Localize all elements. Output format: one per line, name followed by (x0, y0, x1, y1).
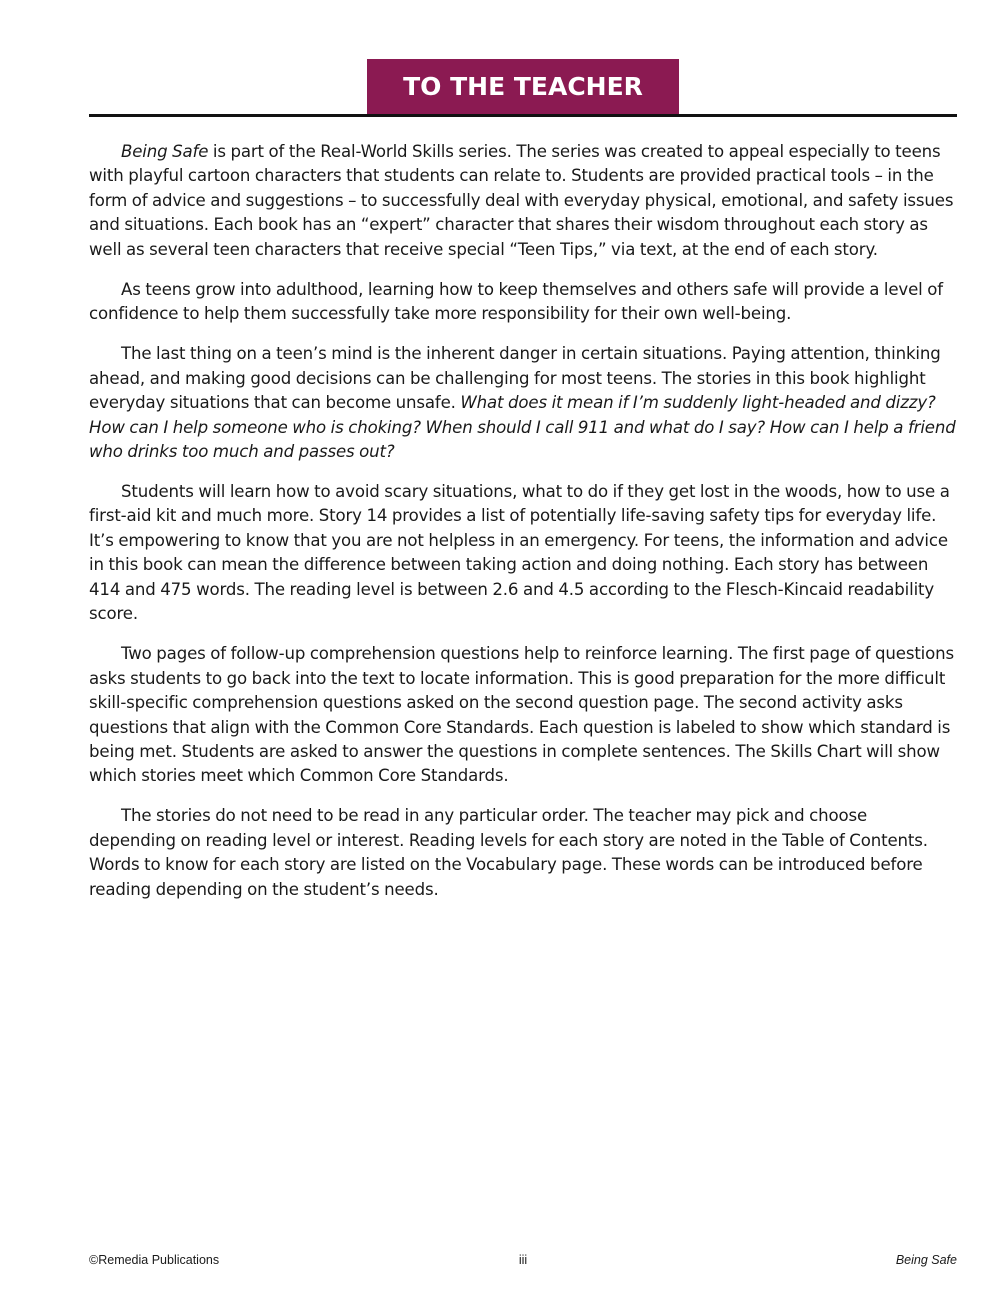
book-title-inline: Being Safe (121, 142, 209, 161)
footer-publisher: ©Remedia Publications (89, 1253, 220, 1267)
header-divider (89, 114, 957, 117)
body-text (89, 140, 957, 918)
footer-page-number: iii (518, 1253, 528, 1267)
paragraph-students-learn: Students will learn how to avoid scary situations, what to do if they get lost in the woods, how to use a first-aid kit and much more. Story 14 provides a list of potentially life-saving safety tips for everyday life. It’s empowering to know that you are not helpless in an emergency. For teens, the information and advice in this book can mean the difference between taking action and doing nothing. Each story has between 414 and 475 words. The reading level is between 2.6 and 4.5 according to the Flesch-Kincaid readability score. (89, 481, 950, 624)
page-title: TO THE TEACHER (403, 72, 643, 101)
example-questions: What does it mean if I’m suddenly light-headed and dizzy? How can I help someone who is choking? When should I call 911 and what do I say? How can I help a friend who drinks too much and passes out? (89, 393, 956, 461)
paragraph-danger: The last thing on a teen’s mind is the inherent danger in certain situations. Paying attention, thinking ahead, and making good decisions can be challenging for most teens. The stories in this book highlight everyday situations that can become unsafe. What does it mean if I’m suddenly light-headed and dizzy? How can I help someone who is choking? When should I call 911 and what do I say? How can I help a friend who drinks too much and passes out? (89, 344, 956, 461)
page-title-banner (367, 59, 679, 114)
paragraph-order: The stories do not need to be read in any particular order. The teacher may pick and choose depending on reading level or interest. Reading levels for each story are noted in the Table of Contents. Words to know for each story are listed on the Vocabulary page. These words can be introduced before reading depending on the student’s needs. (89, 806, 928, 899)
footer-book-title: Being Safe (895, 1253, 957, 1267)
page-footer (89, 1253, 957, 1271)
paragraph-comprehension: Two pages of follow-up comprehension questions help to reinforce learning. The first page of questions asks students to go back into the text to locate information. This is good preparation for the more difficult skill-specific comprehension questions asked on the second question page. The second activity asks questions that align with the Common Core Standards. Each question is labeled to show which standard is being met. Students are asked to answer the questions in complete sentences. The Skills Chart will show which stories meet which Common Core Standards. (89, 644, 954, 786)
paragraph-adulthood: As teens grow into adulthood, learning how to keep themselves and others safe will provide a level of confidence to help them successfully take more responsibility for their own well-being. (89, 279, 943, 324)
paragraph-intro: Being Safe is part of the Real-World Skills series. The series was created to appeal especially to teens with playful cartoon characters that students can relate to. Students are provided practical tools – in the form of advice and suggestions – to successfully deal with everyday physical, emotional, and safety issues and situations. Each book has an “expert” character that shares their wisdom throughout each story as well as several teen characters that receive special “Teen Tips,” via text, at the end of each story. (89, 142, 954, 259)
